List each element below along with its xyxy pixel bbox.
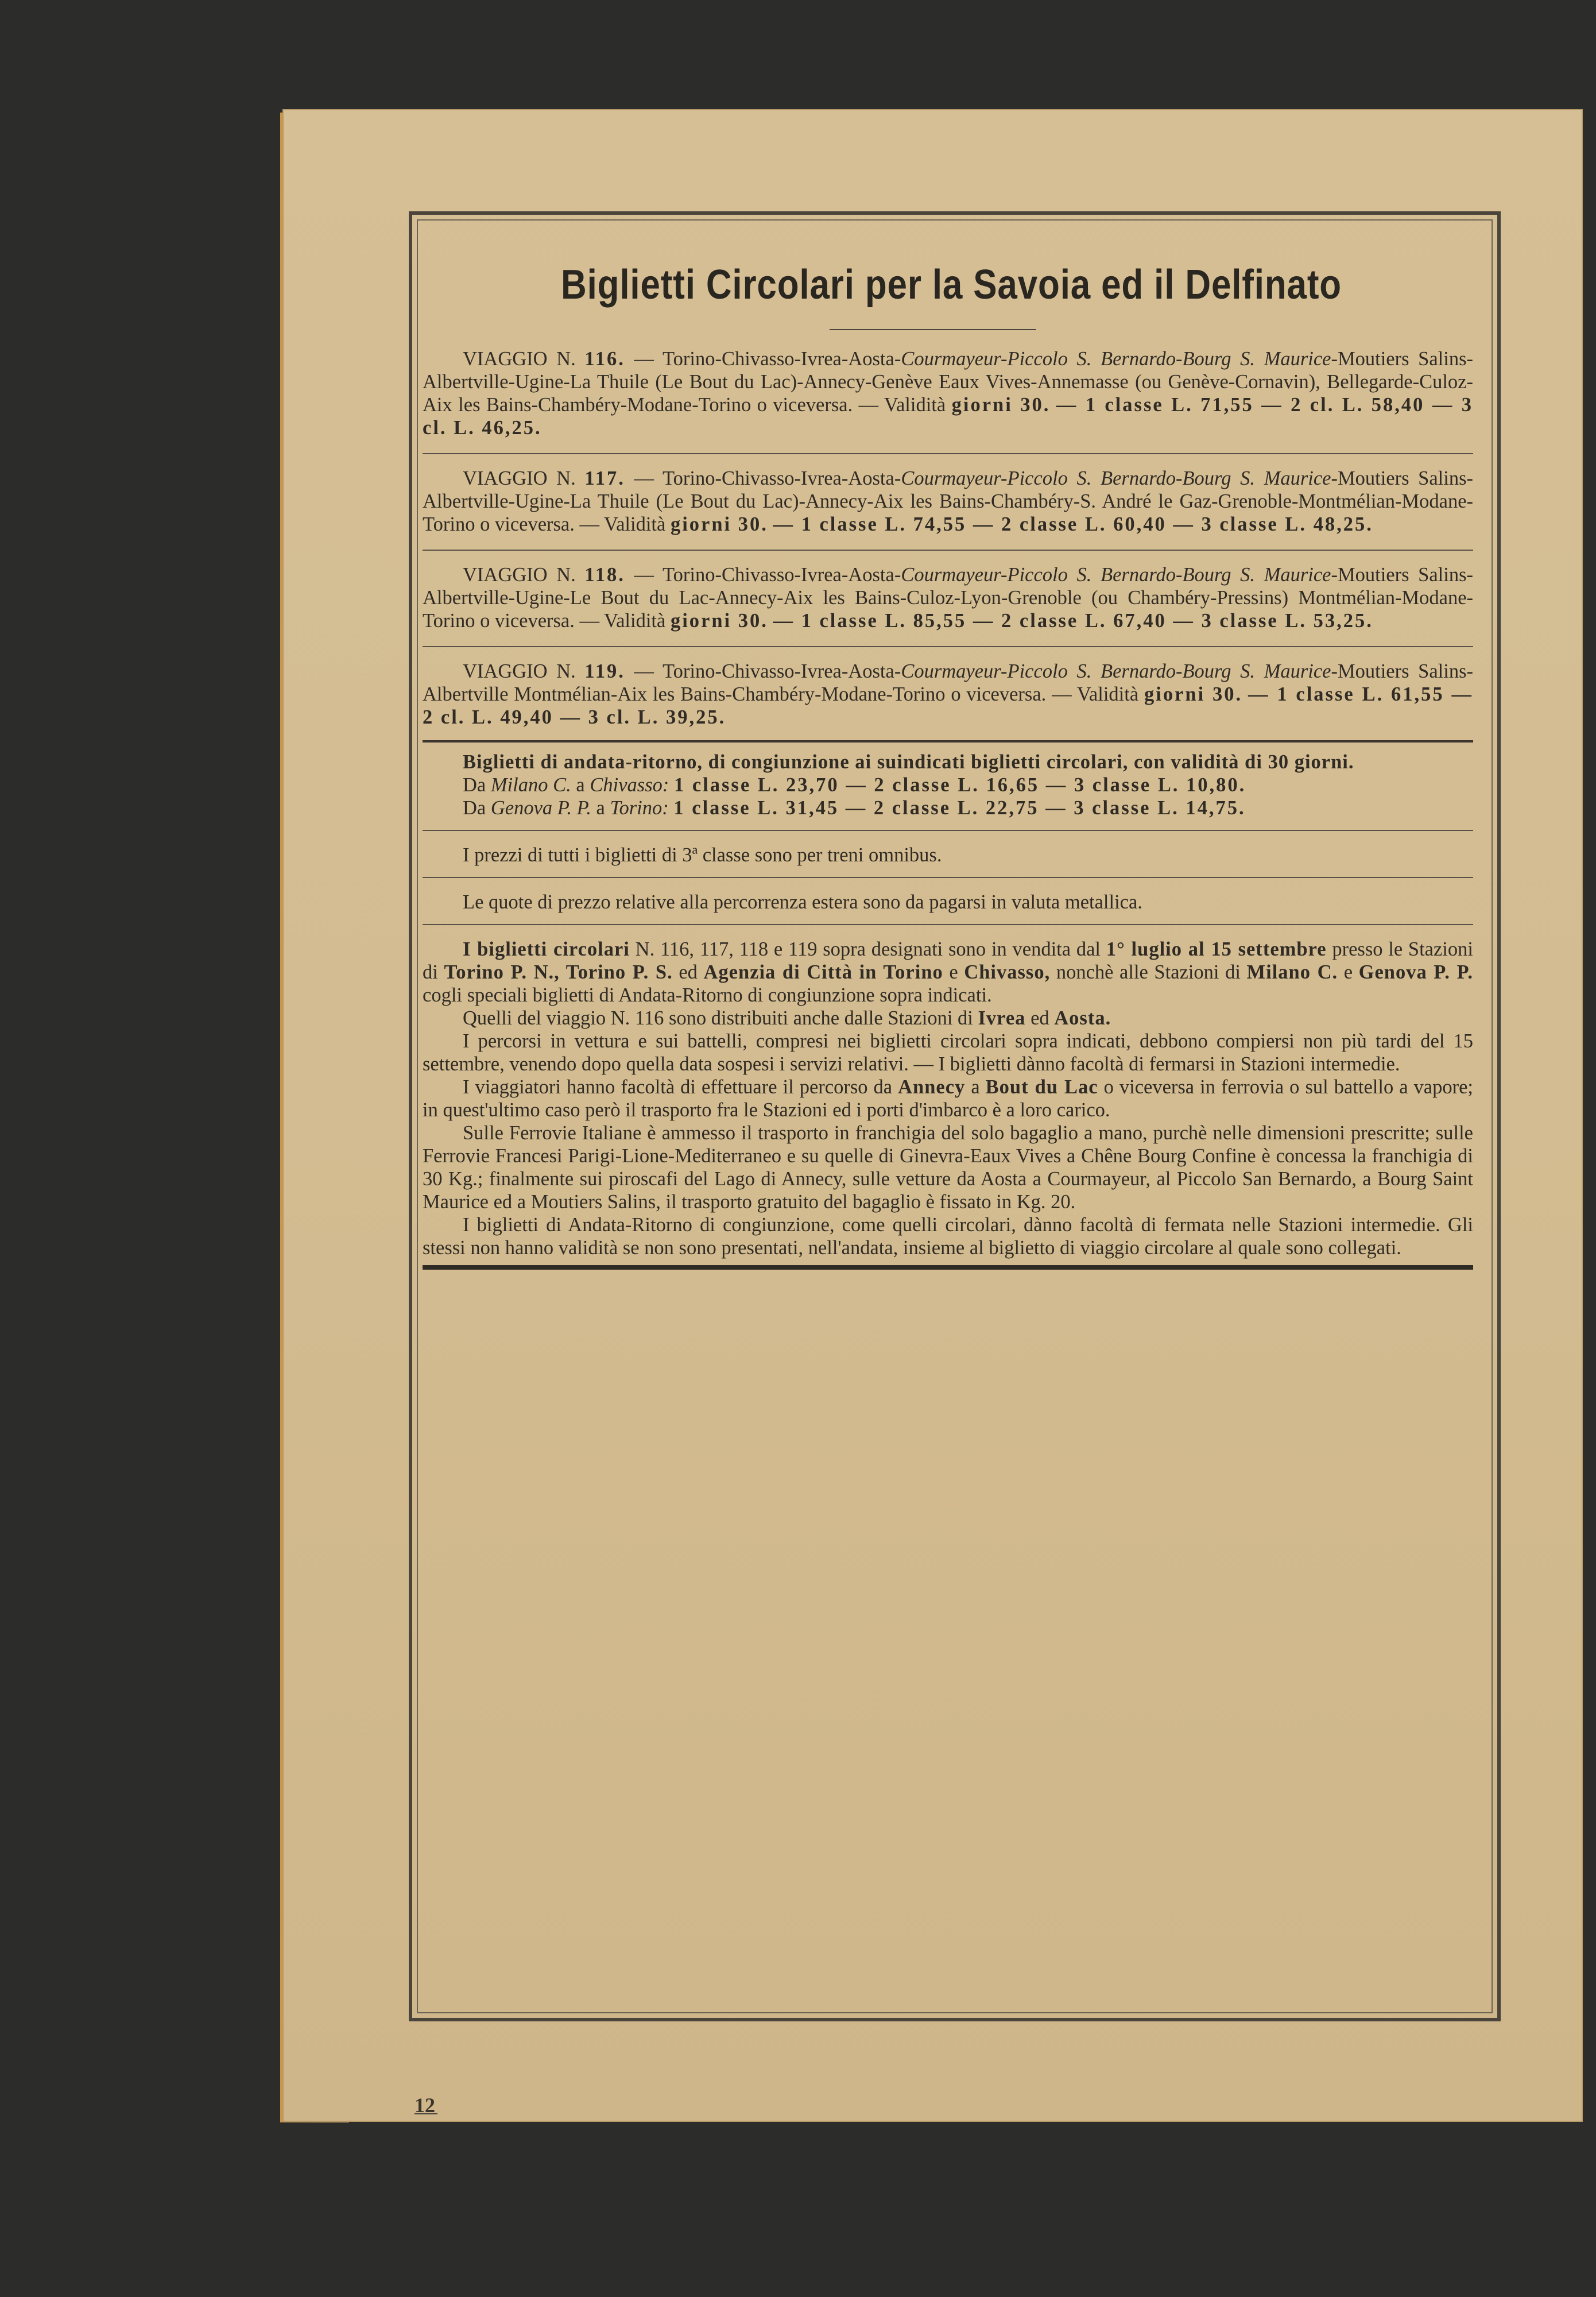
trip-route-rest: -Moutiers Salins-Albertville-Ugine-Le Bout du Lac-Annecy-Aix les Bains-Culoz-Lyon-Grenoble (ou Chambéry-Pressins) Montmélian-Modane-Torino o viceversa. — Validità [423, 564, 1474, 632]
trip-days: giorni 30. [951, 394, 1051, 416]
trip-route-italic: Courmayeur-Piccolo S. Bernardo-Bourg S. Maurice [901, 564, 1331, 586]
trip-route-italic: Courmayeur-Piccolo S. Bernardo-Bourg S. Maurice [901, 348, 1331, 370]
trip-route: — Torino-Chivasso-Ivrea-Aosta- [634, 348, 901, 370]
andata-to: Chivasso: [590, 774, 669, 796]
trip-117 [423, 467, 1473, 539]
andata-heading: Biglietti di andata-ritorno, di congiunzione ai suindicati biglietti circolari, con validità di 30 giorni. [463, 751, 1354, 773]
trip-route-italic: Courmayeur-Piccolo S. Bernardo-Bourg S. Maurice [901, 467, 1331, 489]
bold-text: 1° luglio al 15 settembre [1106, 938, 1327, 960]
document-body [423, 347, 1473, 1270]
divider [423, 740, 1473, 743]
body-text: a [965, 1076, 986, 1098]
bold-text: Ivrea [978, 1007, 1026, 1029]
andata-prices: 1 classe L. 23,70 — 2 classe L. 16,65 — 3 classe L. 10,80. [673, 774, 1246, 796]
divider [423, 830, 1473, 831]
trip-route-rest: -Moutiers Salins-Albertville-Ugine-La Thuile (Le Bout du Lac)-Annecy-Genève Eaux Vives-Annemasse (ou Genève-Cornavin), Bellegarde-Culoz-Aix les Bains-Chambéry-Modane-Torino o viceversa. — Validità [423, 348, 1474, 416]
andata-prefix: Da [463, 797, 486, 819]
andata-genova [423, 796, 1473, 819]
andata-ritorno-section [423, 751, 1473, 819]
andata-mid: a [576, 774, 585, 796]
trip-days: giorni 30. [670, 513, 768, 535]
trip-label: VIAGGIO N. [463, 348, 576, 370]
trip-label: VIAGGIO N. [463, 467, 576, 489]
andata-milano [423, 774, 1473, 796]
body-text: e [1338, 961, 1359, 983]
bold-text: Annecy [898, 1076, 966, 1098]
bold-text: I biglietti circolari [463, 938, 630, 960]
trip-route: — Torino-Chivasso-Ivrea-Aosta- [634, 467, 901, 489]
bold-text: Genova P. P. [1358, 961, 1473, 983]
divider [423, 924, 1473, 925]
andata-prices: 1 classe L. 31,45 — 2 classe L. 22,75 — 3 classe L. 14,75. [673, 797, 1246, 819]
trip-116 [423, 347, 1473, 443]
trip-number: 119. [584, 660, 625, 682]
andata-mid: a [596, 797, 605, 819]
page-number-rule [415, 2113, 437, 2114]
body-text: I viaggiatori hanno facoltà di effettuare il percorso da [463, 1076, 898, 1098]
divider [423, 453, 1473, 454]
trip-days: giorni 30. [670, 610, 768, 632]
body-text: ed [672, 961, 704, 983]
body-text: o viceversa in ferrovia o sul battello a vapore; in quest'ultimo caso però il trasporto fra le Stazioni ed i porti d'imbarco è a loro carico. [423, 1076, 1473, 1121]
trip-days: giorni 30. [1144, 683, 1243, 705]
trip-label: VIAGGIO N. [463, 660, 576, 682]
trip-number: 117. [584, 467, 625, 489]
paragraph-fermata: I biglietti di Andata-Ritorno di congiunzione, come quelli circolari, dànno facoltà di fermata nelle Stazioni intermedie. Gli stessi non hanno validità se non sono presentati, nell'andata, insieme al biglietto di viaggio circolare al quale sono collegati. [423, 1214, 1473, 1259]
bold-text: Milano C. [1246, 961, 1338, 983]
trip-118 [423, 563, 1473, 636]
andata-from: Milano C. [490, 774, 571, 796]
trip-route: — Torino-Chivasso-Ivrea-Aosta- [634, 564, 901, 586]
body-text: nonchè alle Stazioni di [1050, 961, 1247, 983]
trip-route-italic: Courmayeur-Piccolo S. Bernardo-Bourg S. Maurice [901, 660, 1331, 682]
body-text: cogli speciali biglietti di Andata-Ritorno di congiunzione sopra indicati. [423, 984, 992, 1006]
bold-text: Chivasso, [964, 961, 1051, 983]
trip-prices: — 1 classe L. 71,55 — 2 cl. L. 58,40 — 3 cl. L. 46,25. [423, 394, 1474, 439]
bold-text: Bout du Lac [985, 1076, 1098, 1098]
trip-number: 116. [584, 348, 625, 370]
divider [423, 646, 1473, 647]
page-title: Biglietti Circolari per la Savoia ed il Delfinato [560, 262, 1342, 308]
andata-from: Genova P. P. [490, 797, 591, 819]
andata-to: Torino: [610, 797, 669, 819]
paragraph-battello [423, 1076, 1473, 1122]
divider [423, 877, 1473, 878]
andata-prefix: Da [463, 774, 486, 796]
body-text: e [943, 961, 964, 983]
trip-label: VIAGGIO N. [463, 564, 576, 586]
bold-text: Torino P. N., Torino P. S. [444, 961, 673, 983]
closing-rule [423, 1265, 1473, 1270]
note-valuta: Le quote di prezzo relative alla percorrenza estera sono da pagarsi in valuta metallica. [463, 891, 1142, 913]
trip-number: 118. [584, 564, 625, 586]
paragraph-ivrea-aosta [423, 1007, 1473, 1030]
paragraph-bagaglio: Sulle Ferrovie Italiane è ammesso il trasporto in franchigia del solo bagaglio a mano, purchè nelle dimensioni prescritte; sulle Ferrovie Francesi Parigi-Lione-Mediterraneo e su quelle di Ginevra-Eaux Vives a Chêne Bourg Confine è concessa la franchigia di 30 Kg.; finalmente sui piroscafi del Lago di Annecy, sulle vetture da Aosta a Courmayeur, al Piccolo San Bernardo, a Bourg Saint Maurice ed a Moutiers Salins, il trasporto gratuito del bagaglio è fissato in Kg. 20. [423, 1122, 1473, 1213]
title-rule [830, 329, 1036, 330]
body-text: ed [1025, 1007, 1055, 1029]
trip-prices: — 1 classe L. 74,55 — 2 classe L. 60,40 — 3 classe L. 48,25. [773, 513, 1373, 535]
bold-text: Agenzia di Città in Torino [703, 961, 943, 983]
trip-prices: — 1 classe L. 61,55 — 2 cl. L. 49,40 — 3 cl. L. 39,25. [423, 683, 1474, 728]
note-omnibus: I prezzi di tutti i biglietti di 3ª classe sono per treni omnibus. [463, 844, 942, 866]
body-text: presso le Stazioni di [423, 938, 1473, 983]
divider [423, 550, 1473, 551]
body-text: N. 116, 117, 118 e 119 sopra designati sono in vendita dal [629, 938, 1106, 960]
body-text: Quelli del viaggio N. 116 sono distribuiti anche dalle Stazioni di [463, 1007, 978, 1029]
trip-route-rest: -Moutiers Salins-Albertville Montmélian-Aix les Bains-Chambéry-Modane-Torino o viceversa. — Validità [423, 660, 1474, 705]
bold-text: Aosta. [1054, 1007, 1111, 1029]
paragraph-percorsi: I percorsi in vettura e sui battelli, compresi nei biglietti circolari sopra indicati, debbono compiersi non più tardi del 15 settembre, venendo dopo quella data sospesi i servizi relativi. — I biglietti dànno facoltà di fermarsi in Stazioni intermedie. [423, 1030, 1473, 1075]
trip-route: — Torino-Chivasso-Ivrea-Aosta- [634, 660, 901, 682]
trip-119 [423, 660, 1473, 732]
paragraph-vendita [423, 938, 1473, 1007]
page-number: 12 [415, 2094, 435, 2117]
trip-prices: — 1 classe L. 85,55 — 2 classe L. 67,40 — 3 classe L. 53,25. [773, 610, 1373, 632]
trip-route-rest: -Moutiers Salins-Albertville-Ugine-La Thuile (Le Bout du Lac)-Annecy-Aix les Bains-Chambéry-S. André le Gaz-Grenoble-Montmélian-Modane-Torino o viceversa. — Validità [423, 467, 1474, 535]
